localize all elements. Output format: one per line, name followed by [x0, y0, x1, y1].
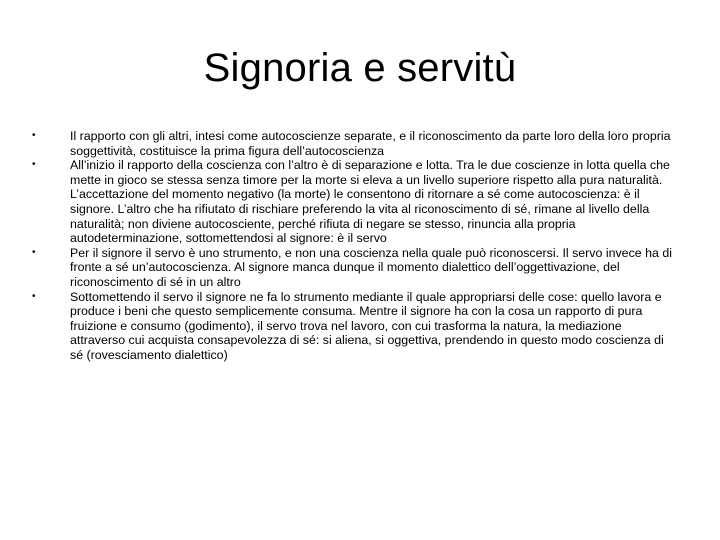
bullet-text: Il rapporto con gli altri, intesi come autocoscienze separate, e il riconoscimento da parte loro della loro propria soggettività, costituisce la prima figura dell’autocoscienza: [70, 129, 671, 158]
bullet-marker: •: [32, 130, 36, 141]
bullet-item-2: [32, 158, 680, 246]
bullet-marker: •: [32, 290, 36, 302]
bullet-marker: •: [32, 159, 36, 171]
bullet-text: All’inizio il rapporto della coscienza con l’altro è di separazione e lotta. Tra le due coscienze in lotta quella che mette in gioco se stessa senza timore per la morte si eleva a un livello superiore rispetto alla pura naturalità. L’accettazione del momento negativo (la morte) le consentono di ritornare a sé come autocoscienza: è il signore. L’altro che ha rifiutato di rischiare preferendo la vita al riconoscimento di sé, rimane al livello della naturalità; non diviene autocosciente, perché rifiuta di negare se stesso, rinuncia alla propria autodeterminazione, sottomettendosi al signore: è il servo: [70, 158, 670, 246]
bullet-text: Sottomettendo il servo il signore ne fa lo strumento mediante il quale appropriarsi delle cose: quello lavora e produce i beni che questo semplicemente consuma. Mentre il signore ha con la cosa un rapporto di pura fruizione e consumo (godimento), il servo trova nel lavoro, con cui trasforma la natura, la mediazione attraverso cui acquista consapevolezza di sé: si aliena, si oggettiva, prendendo in questo modo coscienza di sé (rovesciamento dialettico): [70, 289, 664, 362]
bullet-text: Per il signore il servo è uno strumento, e non una coscienza nella quale può riconoscersi. Il servo invece ha di fronte a sé un’autocoscienza. Al signore manca dunque il momento dialettico dell’oggettivazione, del riconoscimento di sé in un altro: [70, 245, 672, 289]
bullet-item-3: [32, 245, 680, 290]
bullet-item-4: [32, 289, 680, 363]
bullet-list: [32, 129, 680, 363]
slide-title: Signoria e servitù: [203, 46, 517, 90]
bullet-marker: •: [32, 246, 36, 258]
bullet-item-1: [32, 129, 680, 158]
